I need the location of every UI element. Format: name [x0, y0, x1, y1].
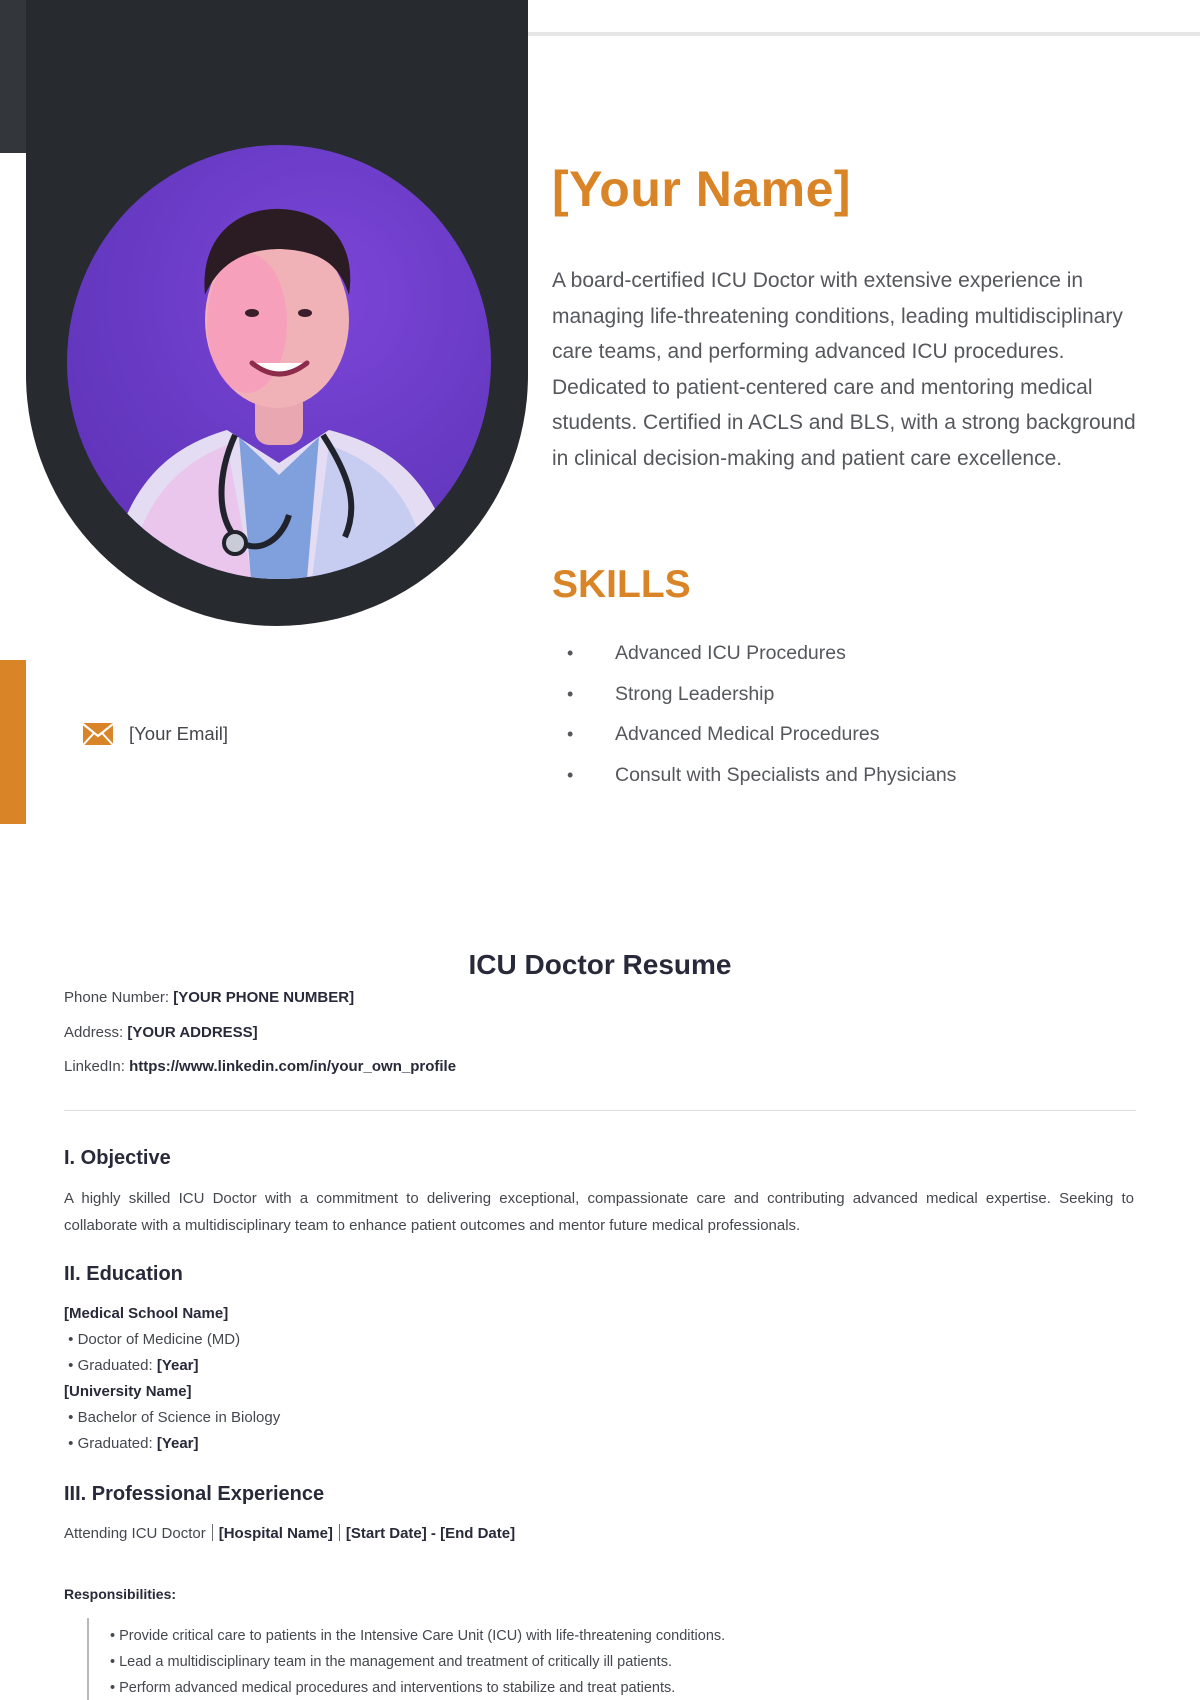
- accent-tab: [0, 660, 26, 824]
- school-name-text: [University Name]: [64, 1383, 192, 1400]
- address-line: [64, 1024, 258, 1041]
- profile-summary: A board-certified ICU Doctor with extensive experience in managing life-threatening conditions, leading multidisciplinary care teams, and performing advanced ICU procedures. Dedicated to patient-centered care and mentoring medical students. Certified in ACLS and BLS, with a strong background in clinical decision-making and patient care excellence.: [552, 269, 1136, 470]
- job-dates: [Start Date] - [End Date]: [345, 1525, 516, 1542]
- graduation-year: [Year]: [156, 1357, 199, 1374]
- responsibility-text: Provide critical care to patients in the Intensive Care Unit (ICU) with life-threatening conditions.: [119, 1628, 726, 1644]
- linkedin-line: [64, 1058, 456, 1075]
- graduation-line: • Graduated: [Year]: [64, 1357, 199, 1374]
- experience-heading: III. Professional Experience: [64, 1483, 325, 1505]
- address-label: Address:: [64, 1024, 124, 1041]
- section-divider: [64, 1110, 1136, 1111]
- phone-value: [YOUR PHONE NUMBER]: [173, 989, 355, 1006]
- degree-text: Bachelor of Science in Biology: [77, 1409, 281, 1426]
- school-name-text: [Medical School Name]: [64, 1305, 229, 1322]
- responsibility-item: • Provide critical care to patients in the Intensive Care Unit (ICU) with life-threatening conditions.: [110, 1628, 726, 1644]
- responsibility-item: • Perform advanced medical procedures and interventions to stabilize and treat patients.: [110, 1680, 676, 1696]
- responsibility-text: Lead a multidisciplinary team in the management and treatment of critically ill patients.: [119, 1654, 672, 1670]
- school-name: [64, 1304, 228, 1324]
- email-contact[interactable]: [82, 722, 228, 746]
- experience-line: [64, 1524, 515, 1542]
- person-name: [Your Name]: [552, 161, 852, 217]
- profile-photo: [67, 145, 491, 579]
- address-value: [YOUR ADDRESS]: [127, 1024, 258, 1041]
- job-role: Attending ICU Doctor: [64, 1525, 206, 1542]
- dark-side-strip: [0, 0, 26, 153]
- graduation-line: • Graduated: [Year]: [64, 1435, 199, 1452]
- degree-line: • Bachelor of Science in Biology: [64, 1409, 281, 1426]
- phone-label: Phone Number:: [64, 989, 170, 1006]
- graduation-year: [Year]: [156, 1435, 199, 1452]
- school-name: [64, 1382, 192, 1402]
- envelope-icon: [82, 722, 114, 746]
- degree-text: Doctor of Medicine (MD): [77, 1331, 241, 1348]
- responsibility-text: Perform advanced medical procedures and interventions to stabilize and treat patients.: [119, 1680, 676, 1696]
- responsibilities-label: Responsibilities:: [64, 1586, 177, 1602]
- degree-line: • Doctor of Medicine (MD): [64, 1331, 241, 1348]
- graduated-label: Graduated:: [77, 1357, 153, 1374]
- resume-title: ICU Doctor Resume: [468, 949, 732, 980]
- skill-item: • Advanced Medical Procedures: [552, 714, 956, 755]
- objective-heading: I. Objective: [64, 1147, 171, 1169]
- hospital-name: [Hospital Name]: [218, 1525, 333, 1542]
- linkedin-label: LinkedIn:: [64, 1058, 125, 1075]
- responsibility-item: • Lead a multidisciplinary team in the management and treatment of critically ill patients.: [110, 1654, 672, 1670]
- skill-item: • Consult with Specialists and Physicians: [552, 755, 956, 796]
- education-heading: II. Education: [64, 1263, 183, 1285]
- top-divider: [528, 32, 1200, 36]
- objective-text: A highly skilled ICU Doctor with a commitment to delivering exceptional, compassionate care and contributing advanced medical expertise. Seeking to collaborate with a multidisciplinary team to enhance patient outcomes and mentor future medical professionals.: [64, 1190, 1134, 1234]
- skills-list: [552, 633, 956, 796]
- skill-item: • Strong Leadership: [552, 674, 956, 715]
- phone-line: [64, 989, 354, 1006]
- separator: [212, 1524, 213, 1541]
- separator: [339, 1524, 340, 1541]
- quote-bar: [87, 1618, 89, 1700]
- skill-item: • Advanced ICU Procedures: [552, 633, 956, 674]
- linkedin-link[interactable]: https://www.linkedin.com/in/your_own_profile: [129, 1058, 457, 1075]
- email-text[interactable]: [Your Email]: [129, 723, 229, 744]
- skills-heading: SKILLS: [552, 563, 691, 606]
- graduated-label: Graduated:: [77, 1435, 153, 1452]
